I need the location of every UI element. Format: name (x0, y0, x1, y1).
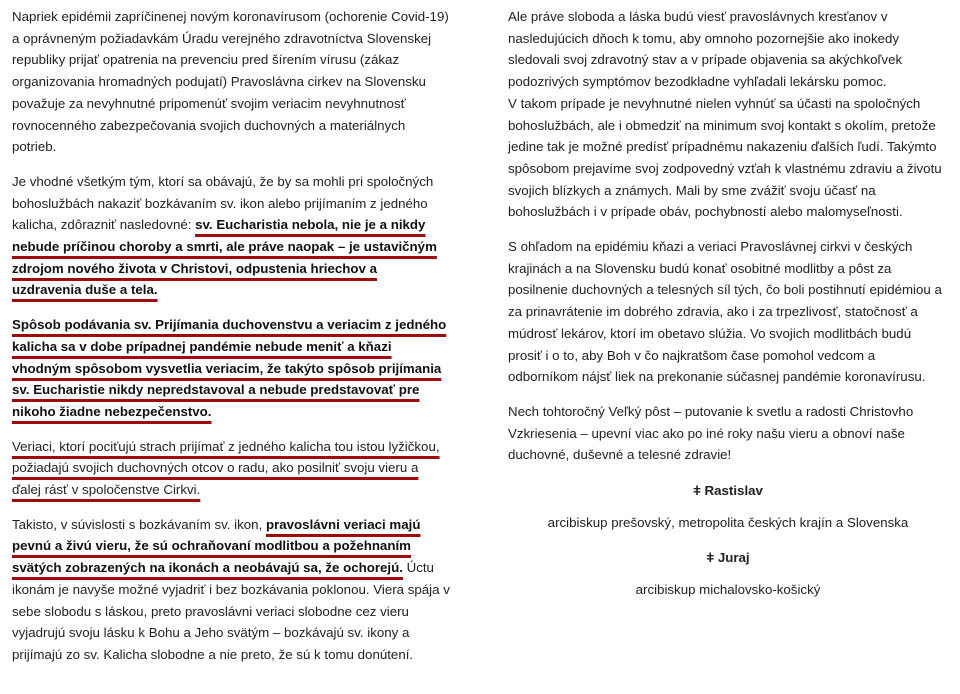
signature-1-role: arcibiskup prešovský, metropolita českých krajín a Slovenska (547, 514, 909, 530)
left-paragraph-3 (12, 314, 450, 423)
left-paragraph-3-highlight: Spôsob podávania sv. Prijímania duchovenstvu a veriacim z jedného kalicha sa v dobe prípadnej pandémie nebude meniť a kňazi vhodným spôsobom vysvetlia veriacim, že takýto spôsob prijímania sv. Eucharistie nikdy nepredstavoval a nebude predstavovať pre nikoho žiadne nebezpečenstvo. (12, 317, 447, 419)
left-paragraph-5 (12, 514, 450, 666)
signature-1-name: ǂ Rastislav (693, 483, 763, 499)
left-column (12, 6, 450, 679)
left-paragraph-4 (12, 436, 450, 501)
left-paragraph-2 (12, 171, 450, 301)
right-paragraph-4: Nech tohtoročný Veľký pôst – putovanie k svetlu a radosti Christovho Vzkriesenia – upevní viac ako po iné roky našu vieru a obnoví naše duchovné, duševné a telesné zdravie! (508, 403, 914, 463)
right-column (508, 6, 948, 615)
right-paragraph-3: S ohľadom na epidémiu kňazi a veriaci Pravoslávnej cirkvi v českých krajinách a na Slovensku budú konať osobitné modlitby a pôst za posilnenie duchovných a telesných síl tých, čo boli postihnutí epidémiou a za prinavrátenie im dobrého zdravia, ako i za trpezlivosť, statočnosť a múdrosť lekárov, ktorí im obetavo slúžia. Vo svojich modlitbách budú prosiť i o to, aby Boh v čo najkratšom čase pomohol vedcom a odborníkom nájsť liek na prekonanie súčasnej pandémie koronavírusu. (508, 239, 942, 385)
left-paragraph-5-lead: Takisto, v súvislosti s bozkávaním sv. ikon, (12, 516, 266, 532)
signature-2-name: ǂ Juraj (706, 550, 750, 566)
left-paragraph-4-highlight: Veriaci, ktorí pociťujú strach prijímať z jedného kalicha tou istou lyžičkou, požiadajú svojich duchovných otcov o radu, ako posilniť svoju vieru a ďalej rásť v spoločenstve Cirkvi. (12, 438, 440, 498)
left-paragraph-1: Napriek epidémii zapríčinenej novým koronavírusom (ochorenie Covid-19) a oprávneným požiadavkám Úradu verejného zdravotníctva Slovenskej republiky prijať opatrenia na prevenciu pred šírením vírusu (zákaz organizovania hromadných podujatí) Pravoslávna cirkev na Slovensku považuje za nevyhnutné pripomenúť svojim veriacim nevyhnutnosť rovnocenného zabezpečovania svojich duchovných a materiálnych potrieb. (12, 9, 449, 155)
right-paragraph-2: V takom prípade je nevyhnutné nielen vyhnúť sa účasti na spoločných bohoslužbách, ale i obmedziť na minimum svoj kontakt s okolím, pretože jedine tak je možné predísť prípadnému nakazeniu ďalších ľudí. Takýmto spôsobom prejavíme svoj zodpovedný vzťah k vlastnému zdraviu a životu svojich blízkych a známych. Mali by sme zvážiť svoju účasť na bohoslužbách i v prípade obáv, pochybností alebo malomyseľnosti. (508, 95, 942, 220)
left-paragraph-2-lead: Je vhodné všetkým tým, ktorí sa obávajú, že by sa mohli pri spoločných bohoslužbách nakaziť bozkávaním sv. ikon alebo prijímaním z jedného kalicha, zdôrazniť nasledovné: (12, 173, 434, 233)
signature-2-role: arcibiskup michalovsko-košický (635, 582, 821, 598)
right-paragraph-1: Ale práve sloboda a láska budú viesť pravoslávnych kresťanov v nasledujúcich dňoch k tomu, aby omnoho pozornejšie ako inokedy sledovali svoj zdravotný stav a v prípade objavenia sa akýchkoľvek podozrivých symptómov bezodkladne vyhľadali lekársku pomoc. (508, 9, 903, 90)
left-paragraph-5-highlight: pravoslávni veriaci majú pevnú a živú vieru, že sú ochraňovaní modlitbou a požehnaním svätých zobrazených na ikonách a neobávajú sa, že ochorejú. (12, 516, 421, 576)
left-paragraph-5-tail: Úctu ikonám je navyše možné vyjadriť i bez bozkávania poklonou. Viera spája v sebe slobodu s láskou, preto pravoslávni veriaci slobodne cez vieru vyjadrujú svoju lásku k Bohu a Jeho svätým – bozkávajú sv. ikony a prijímajú zo sv. Kalicha slobodne a nie preto, že sú k tomu donútení. (12, 560, 450, 662)
left-paragraph-2-highlight: sv. Eucharistia nebola, nie je a nikdy nebude príčinou choroby a smrti, ale práve naopak – je ustavičným zdrojom nového života v Christovi, odpustenia hriechov a uzdravenia duše a tela. (12, 217, 437, 298)
